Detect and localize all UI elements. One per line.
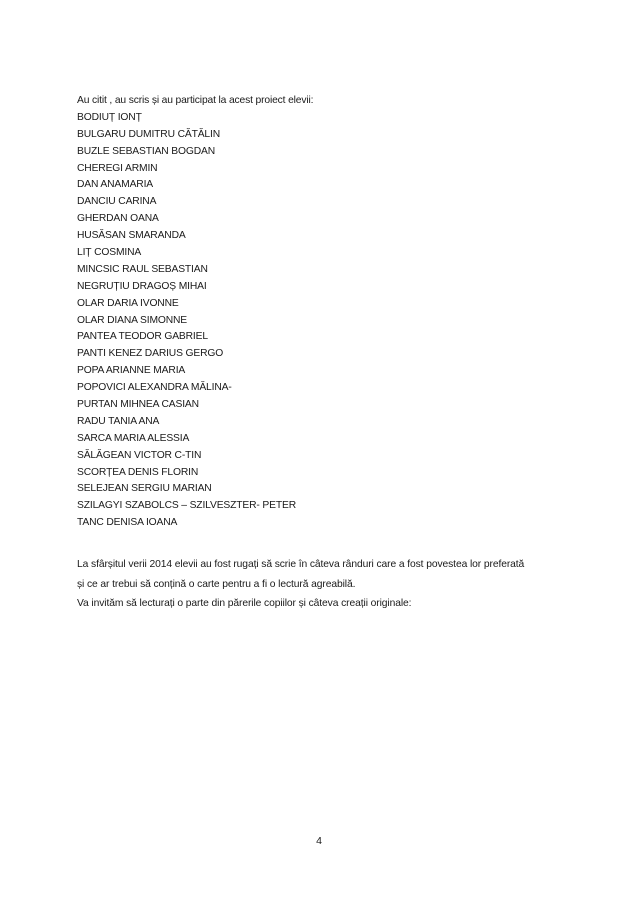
- student-name: OLAR DIANA SIMONNE: [77, 314, 188, 326]
- student-name: BUZLE SEBASTIAN BOGDAN: [77, 145, 216, 157]
- student-name: MINCSIC RAUL SEBASTIAN: [77, 263, 208, 275]
- student-name: TANC DENISA IOANA: [77, 517, 178, 529]
- paragraph-line-1: La sfârșitul verii 2014 elevii au fost rugați să scrie în câteva rânduri care a fost povestea lor preferată: [77, 559, 525, 570]
- student-name: SCORȚEA DENIS FLORIN: [77, 466, 199, 478]
- student-name: NEGRUȚIU DRAGOȘ MIHAI: [77, 280, 207, 292]
- student-name: DAN ANAMARIA: [77, 179, 154, 191]
- student-name: SĂLĂGEAN VICTOR C-TIN: [77, 449, 202, 461]
- student-name: PANTI KENEZ DARIUS GERGO: [77, 348, 224, 360]
- student-name: SELEJEAN SERGIU MARIAN: [77, 483, 212, 495]
- paragraph-line-2: și ce ar trebui să conțină o carte pentru a fi o lectură agreabilă.: [77, 578, 356, 590]
- participants-section: [77, 93, 577, 532]
- student-name: CHEREGI ARMIN: [77, 162, 158, 174]
- student-name: OLAR DARIA IVONNE: [77, 297, 179, 309]
- student-name: POPA ARIANNE MARIA: [77, 365, 186, 377]
- student-name: DANCIU CARINA: [77, 196, 157, 208]
- student-name: SZILAGYI SZABOLCS – SZILVESZTER- PETER: [77, 500, 296, 512]
- student-name: BODIUȚ IONȚ: [77, 111, 142, 123]
- student-name: HUSĂSAN SMARANDA: [77, 230, 186, 242]
- student-list: [77, 110, 577, 532]
- intro-text: Au citit , au scris și au participat la acest proiect elevii:: [77, 95, 314, 106]
- student-name: BULGARU DUMITRU CĂTĂLIN: [77, 128, 221, 140]
- student-name: PANTEA TEODOR GABRIEL: [77, 331, 208, 343]
- student-name: GHERDAN OANA: [77, 213, 159, 225]
- student-name: SARCA MARIA ALESSIA: [77, 432, 190, 444]
- paragraph-line-3: Va invităm să lecturați o parte din părerile copiilor și câteva creații originale:: [77, 598, 412, 609]
- student-name: PURTAN MIHNEA CASIAN: [77, 399, 199, 411]
- student-name: POPOVICI ALEXANDRA MĂLINA-: [77, 382, 232, 394]
- student-name: RADU TANIA ANA: [77, 415, 160, 427]
- page-number: 4: [316, 835, 322, 847]
- closing-paragraph: [77, 555, 577, 614]
- student-name: LIȚ COSMINA: [77, 247, 142, 259]
